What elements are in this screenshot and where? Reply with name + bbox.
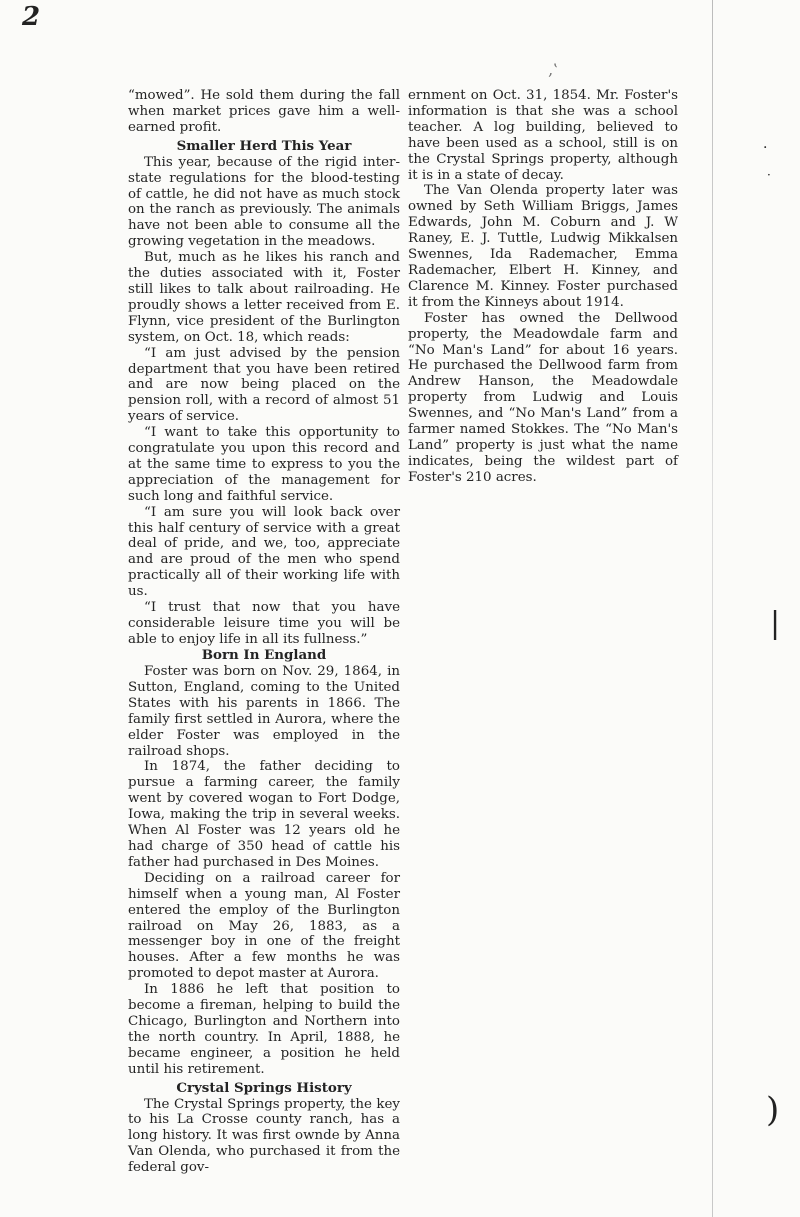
article-paragraph: In 1886 he left that position to become a fireman, helping to build the Chicago, Burlington and Northern into the north country. In April, 1888, he became engineer, a position he held until his retirement. [128, 982, 400, 1077]
article-paragraph: Deciding on a railroad career for himself when a young man, Al Foster entered the employ of the Burlington railroad on May 26, 1883, as a messenger boy in one of the freight houses. After a few months he was promoted to depot master at Aurora. [128, 870, 400, 982]
scan-smudge: ‚‛ [548, 60, 559, 79]
article-paragraph: Foster was born on Nov. 29, 1864, in Sutton, England, coming to the United States with his parents in 1866. The family first settled in Aurora, where the elder Foster was employed in the railroad shops. [128, 664, 400, 759]
scan-speck: · [763, 140, 768, 156]
section-heading: Born In England [201, 647, 327, 663]
article-paragraph: “I am sure you will look back over this half century of service with a great deal of pride, and we, too, appreciate and are proud of the men who spend practically all of their working life with us. [128, 504, 400, 600]
article-paragraph: In 1874, the father deciding to pursue a farming career, the family went by covered wogan to Fort Dodge, Iowa, making the trip in several weeks. When Al Foster was 12 years old he had charge of 350 head of cattle his father had purchased in Des Moines. [128, 759, 400, 870]
page-number: 2 [22, 2, 41, 32]
section-heading: Crystal Springs History [176, 1079, 352, 1096]
article-column-right [408, 88, 678, 486]
article-paragraph: “I am just advised by the pension department that you have been retired and are now being placed on the pension roll, with a record of almost 51 years of service. [128, 345, 400, 425]
scan-mark: ) [766, 1090, 780, 1130]
article-column-left-lower [128, 645, 400, 1176]
article-paragraph: “I want to take this opportunity to congratulate you upon this record and at the same time to express to you the appreciation of the management for such long and faithful service. [128, 425, 400, 504]
article-paragraph: ernment on Oct. 31, 1854. Mr. Foster's information is that she was a school teacher. A log building, believed to have been used as a school, still is on the Crystal Springs property, although it is in a state of decay. [408, 88, 678, 183]
article-paragraph: Foster has owned the Dellwood property, the Meadowdale farm and “No Man's Land” for about 16 years. He purchased the Dellwood farm from Andrew Hanson, the Meadowdale property from Ludwig and Louis Swennes, and “No Man's Land” from a farmer named Stokkes. The “No Man's Land” property is just what the name indicates, being the wildest part of Foster's 210 acres. [408, 310, 678, 485]
article-column-left [128, 88, 400, 648]
scan-speck: · [767, 168, 771, 182]
section-heading: Smaller Herd This Year [176, 137, 352, 154]
article-paragraph: The Van Olenda property later was owned by Seth William Briggs, James Edwards, John M. Coburn and J. W Raney, E. J. Tuttle, Ludwig Mikkalsen Swennes, Ida Rademacher, Emma Rademacher, Elbert H. Kinney, and Clarence M. Kinney. Foster purchased it from the Kinneys about 1914. [408, 183, 678, 310]
scan-mark: | [770, 606, 781, 641]
article-paragraph: “I trust that now that you have considerable leisure time you will be able to enjoy life in all its fullness.” [128, 600, 400, 647]
article-paragraph: The Crystal Springs property, the key to his La Crosse county ranch, has a long history. It was first ownde by Anna Van Olenda, who purchased it from the federal gov- [128, 1096, 400, 1176]
article-paragraph: But, much as he likes his ranch and the duties associated with it, Foster still likes to talk about railroading. He proudly shows a letter received from E. Flynn, vice president of the Burlington system, on Oct. 18, which reads: [128, 250, 400, 345]
article-paragraph: “mowed”. He sold them during the fall when market prices gave him a well-earned profit. [128, 88, 400, 135]
scan-edge-line [712, 0, 713, 1217]
article-paragraph: This year, because of the rigid inter-state regulations for the blood-testing of cattle, he did not have as much stock on the ranch as previously. The animals have not been able to consume all the growing vegetation in the meadows. [128, 154, 400, 250]
